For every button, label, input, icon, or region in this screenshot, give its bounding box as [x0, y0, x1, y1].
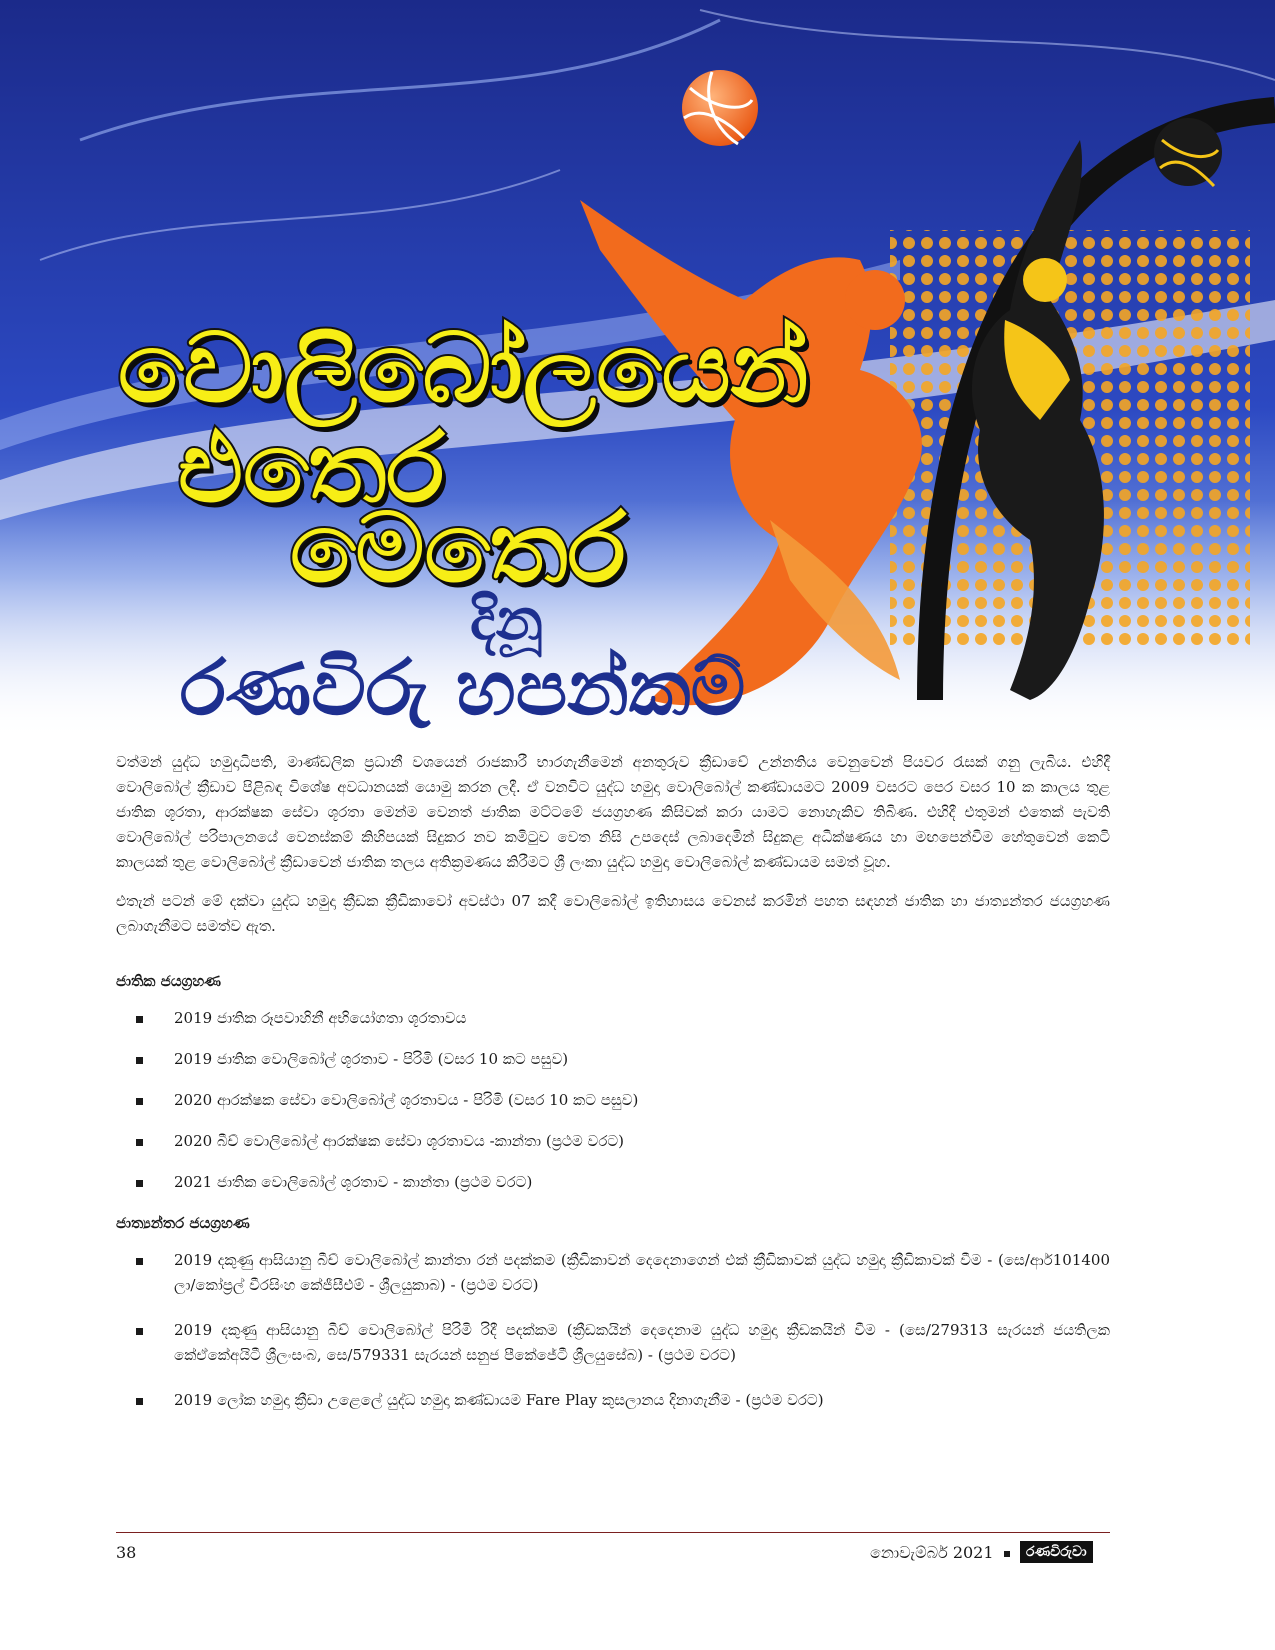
- headline-line-3: මෙතෙර: [290, 492, 626, 604]
- list-item: 2019 ජාතික රූපවාහිනී අභියෝගතා ශූරතාවය: [116, 1006, 1110, 1031]
- list-item: 2020 ආරක්ෂක සේවා වොලිබෝල් ශූරතාවය - පිරිමි (වසර 10 කට පසුව): [116, 1088, 1110, 1113]
- article-body: [116, 750, 1110, 1433]
- bullet-square-icon: [136, 1139, 143, 1146]
- bullet-square-icon: [136, 1098, 143, 1105]
- hero-banner: [0, 0, 1275, 740]
- list-item: 2019 දකුණු ආසියානු බීච් වොලිබෝල් පිරිමි රිදී පදක්කම (ක්‍රීඩකයින් දෙදෙනාම යුද්ධ හමුදා ක්‍රීඩකයින් වීම - (සෙ/279313 සැරයන් ජයතිලක කේඒකේඅයිටී ශ්‍රීලංසංබ, සෙ/579331 සැරයන් සනුජ පීකේජේටී ශ්‍රීලයුසේබ) - (ප්‍රථම වරට): [116, 1318, 1110, 1368]
- list-item: 2019 ජාතික වොලිබෝල් ශූරතාව - පිරිමි (වසර 10 කට පසුව): [116, 1047, 1110, 1072]
- bullet-square-icon: [136, 1180, 143, 1187]
- subheadline-line-1: දිනූ: [470, 585, 543, 653]
- headline-line-2: එතෙර: [178, 412, 445, 524]
- list-item: 2019 ලෝක හමුදා ක්‍රීඩා උළෙලේ යුද්ධ හමුදා කණ්ඩායම Fare Play කුසලානය දිනාගැනීම - (ප්‍රථම වරට): [116, 1388, 1110, 1413]
- bullet-square-icon: [136, 1398, 143, 1405]
- national-achievements-list: [116, 1006, 1110, 1195]
- summary-paragraph: එතැන් පටන් මේ දක්වා යුද්ධ හමුදා ක්‍රීඩක ක්‍රීඩිකාවෝ අවස්ථා 07 කදී වොලිබෝල් ඉතිහාසය වෙනස් කරමින් පහත සඳහන් ජාතික හා ජාත්‍යන්තර ජයග්‍රහණ ලබාගැනීමට සමත්ව ඇත.: [116, 892, 1110, 935]
- footer-divider: [116, 1532, 1110, 1533]
- list-item: 2019 දකුණු ආසියානු බීච් වොලිබෝල් කාන්තා රන් පදක්කම (ක්‍රීඩිකාවන් දෙදෙනාගෙන් එක් ක්‍රීඩිකාවක් යුද්ධ හමුදා ක්‍රීඩිකාවක් වීම - (සෙ/ආර්101400 ලා/කෝප්‍රල් වීරසිංහ කේජීසීඑම් - ශ්‍රීලයුකාබ) - (ප්‍රථම වරට): [116, 1248, 1110, 1298]
- list-item: 2021 ජාතික වොලිබෝල් ශූරතාව - කාන්තා (ප්‍රථම වරට): [116, 1170, 1110, 1195]
- bullet-square-icon: [136, 1057, 143, 1064]
- international-achievements-list: [116, 1248, 1110, 1413]
- bullet-square-icon: [136, 1328, 143, 1335]
- bullet-square-icon: [136, 1258, 143, 1265]
- national-achievements-heading: ජාතික ජයග්‍රහණ: [116, 972, 221, 990]
- magazine-name-badge: රණවිරුවා: [1020, 1541, 1093, 1563]
- issue-date: නොවැම්බර් 2021: [870, 1543, 994, 1562]
- page-number: 38: [116, 1543, 137, 1562]
- intro-paragraph: වත්මන් යුද්ධ හමුදාධිපති, මාණ්ඩලික ප්‍රධානී වශයෙන් රාජකාරී භාරගැනීමෙන් අනතුරුව ක්‍රීඩාවේ උන්නතිය වෙනුවෙන් පියවර රැසක් ගනු ලැබිය. එහිදී වොලිබෝල් ක්‍රීඩාව පිළිබඳ විශේෂ අවධානයක් යොමු කරන ලදී. ඒ වනවිට යුද්ධ හමුදා වොලිබෝල් කණ්ඩායමට 2009 වසරට පෙර වසර 10 ක කාලය තුළ ජාතික ශූරතා, ආරක්ෂක සේවා ශූරතා මෙන්ම වෙනත් ජාතික මට්ටමේ ජයග්‍රහණ කිසිවක් කරා යාමට නොහැකිව තිබිණ. එහිදී එතුමන් එතෙක් පැවති වොලිබෝල් පරිපාලනයේ වෙනස්කම් කිහිපයක් සිදුකර නව කමිටුව වෙත නිසි උපදෙස් ලබාදෙමින් සිදුකළ අධීක්ෂණය හා මඟපෙන්වීම හේතුවෙන් කෙටි කාලයක් තුළ වොලිබෝල් ක්‍රීඩාවෙන් ජාතික තලය අතික්‍රමණය කිරීමට ශ්‍රී ලංකා යුද්ධ හමුදා වොලිබෝල් කණ්ඩායම සමත් වූහ.: [116, 753, 1110, 871]
- list-item: 2020 බීච් වොලිබෝල් ආරක්ෂක සේවා ශූරතාවය -කාන්තා (ප්‍රථම වරට): [116, 1129, 1110, 1154]
- international-achievements-heading: ජාත්‍යන්තර ජයග්‍රහණ: [116, 1214, 250, 1232]
- footer-square-icon: [1004, 1551, 1010, 1557]
- bullet-square-icon: [136, 1016, 143, 1023]
- headline-line-1: වොලිබෝලයෙන්: [118, 312, 809, 424]
- subheadline-line-2: රණවිරු හපන්කම්: [180, 643, 746, 732]
